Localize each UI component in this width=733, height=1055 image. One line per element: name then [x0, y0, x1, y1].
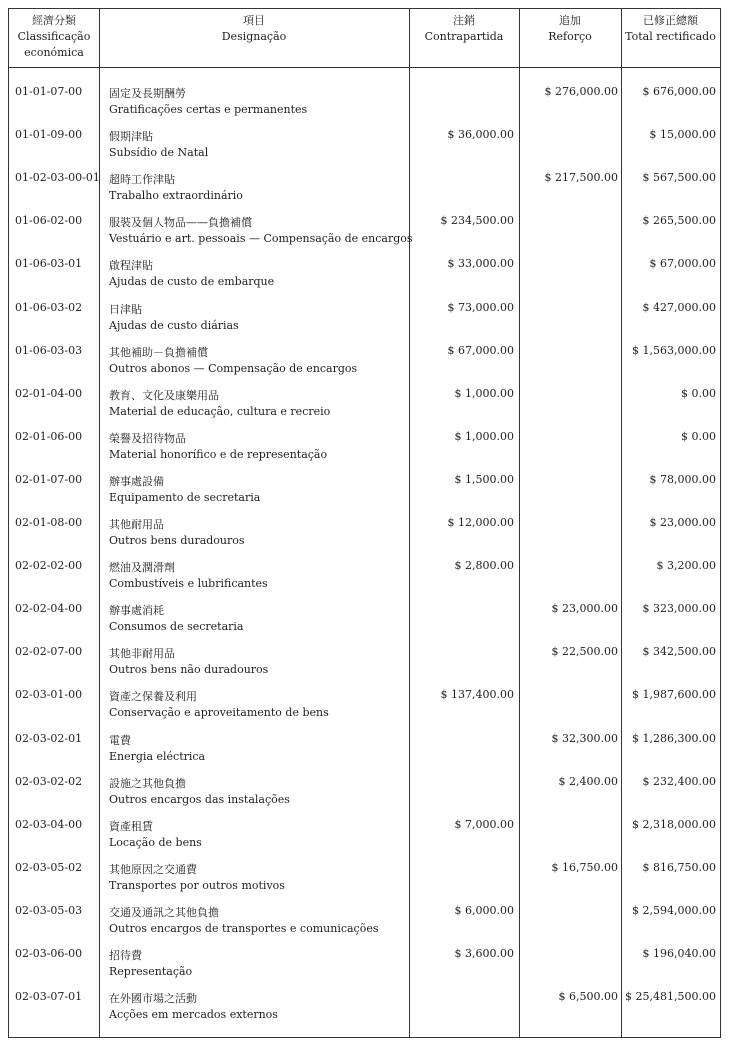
row-designation-pt: Outros bens duradouros	[109, 534, 245, 547]
row-contrapartida: $ 3,600.00	[454, 947, 514, 960]
row-contrapartida: $ 36,000.00	[447, 128, 514, 142]
row-total: $ 1,563,000.00	[632, 343, 716, 357]
table-row	[9, 947, 720, 990]
row-designation-pt: Subsídio de Natal	[109, 146, 209, 160]
row-designation-zh: 資產租賃	[109, 819, 153, 833]
row-total: $ 567,500.00	[642, 171, 716, 185]
table-row	[9, 688, 720, 731]
row-code: 01-06-02-00	[15, 214, 83, 228]
row-total: $ 265,500.00	[642, 214, 716, 228]
row-contrapartida: $ 1,500.00	[454, 472, 514, 486]
table-row	[9, 344, 720, 387]
row-total: $ 1,987,600.00	[632, 688, 716, 702]
row-designation-zh: 假期津貼	[109, 130, 153, 144]
row-total: $ 232,400.00	[642, 774, 716, 788]
header-contrapartida-pt: Contrapartida	[424, 30, 504, 43]
row-designation-pt: Vestuário e art. pessoais — Compensação de encargos	[109, 232, 413, 246]
table-row	[9, 732, 720, 775]
header-designation-zh: 項目	[243, 14, 265, 27]
row-designation-pt: Ajudas de custo diárias	[109, 318, 239, 332]
row-code: 02-03-01-00	[15, 688, 83, 702]
row-designation-zh: 固定及長期酬勞	[109, 87, 186, 100]
row-total: $ 323,000.00	[642, 602, 716, 616]
row-total: $ 676,000.00	[642, 85, 716, 98]
row-designation-pt: Locação de bens	[109, 835, 202, 849]
row-designation-zh: 超時工作津貼	[109, 173, 175, 187]
header-contrapartida	[409, 13, 519, 45]
header-designation-pt: Designação	[221, 30, 287, 43]
row-designation-zh: 其他非耐用品	[109, 647, 175, 661]
row-total: $ 2,594,000.00	[632, 903, 716, 917]
row-contrapartida: $ 67,000.00	[447, 343, 514, 357]
row-code: 02-01-04-00	[15, 386, 83, 400]
table-row	[9, 861, 720, 904]
row-contrapartida: $ 73,000.00	[447, 300, 514, 314]
table-row	[9, 904, 720, 947]
row-designation-zh: 在外國市場之活動	[109, 992, 197, 1006]
row-contrapartida: $ 234,500.00	[440, 214, 514, 228]
row-designation-zh: 設施之其他負擔	[109, 776, 186, 790]
row-designation-zh: 其他補助－負擔補償	[109, 345, 208, 359]
row-reforco: $ 16,750.00	[551, 860, 618, 874]
row-designation-pt: Representação	[109, 965, 193, 978]
row-code: 02-03-04-00	[15, 817, 83, 831]
table-row	[9, 645, 720, 688]
header-reforco-pt: Reforço	[548, 30, 592, 43]
header-classification-zh: 經濟分類	[32, 14, 76, 27]
row-reforco: $ 217,500.00	[544, 171, 618, 185]
table-row	[9, 559, 720, 602]
row-designation-zh: 啟程津貼	[109, 259, 153, 273]
table-row	[9, 171, 720, 214]
row-designation-pt: Outros encargos de transportes e comunicações	[109, 921, 379, 935]
row-code: 02-03-02-02	[15, 774, 83, 788]
row-code: 02-01-08-00	[15, 516, 83, 529]
row-code: 02-03-06-00	[15, 947, 83, 960]
row-total: $ 816,750.00	[642, 860, 716, 874]
header-classification	[9, 13, 99, 61]
row-designation-pt: Outros abonos — Compensação de encargos	[109, 361, 358, 375]
header-divider	[9, 67, 720, 68]
row-total: $ 427,000.00	[642, 300, 716, 314]
row-designation-pt: Consumos de secretaria	[109, 620, 244, 634]
row-contrapartida: $ 6,000.00	[454, 903, 514, 917]
row-designation-pt: Outros encargos das instalações	[109, 792, 290, 806]
header-total-pt: Total rectificado	[625, 30, 716, 43]
row-code: 01-02-03-00-01	[15, 171, 100, 185]
row-reforco: $ 2,400.00	[558, 774, 618, 788]
header-classification-pt2: económica	[24, 46, 84, 59]
row-code: 02-03-05-03	[15, 903, 83, 917]
row-code: 01-06-03-02	[15, 300, 83, 314]
row-total: $ 67,000.00	[649, 257, 716, 271]
row-designation-pt: Equipamento de secretaria	[109, 490, 261, 504]
row-code: 02-03-02-01	[15, 731, 83, 745]
row-designation-pt: Ajudas de custo de embarque	[109, 275, 275, 289]
row-designation-zh: 辦事處消耗	[109, 604, 164, 618]
row-designation-zh: 教育、文化及康樂用品	[109, 388, 219, 402]
row-contrapartida: $ 1,000.00	[454, 429, 514, 443]
row-contrapartida: $ 7,000.00	[454, 817, 514, 831]
table-row	[9, 602, 720, 645]
row-designation-zh: 其他耐用品	[109, 518, 164, 531]
row-total: $ 25,481,500.00	[625, 990, 716, 1004]
table-row	[9, 990, 720, 1033]
row-contrapartida: $ 12,000.00	[447, 516, 514, 529]
row-designation-zh: 其他原因之交通費	[109, 862, 197, 876]
row-code: 02-03-05-02	[15, 860, 83, 874]
row-designation-zh: 榮譽及招待物品	[109, 431, 186, 445]
row-reforco: $ 276,000.00	[544, 85, 618, 98]
row-designation-pt: Energia eléctrica	[109, 749, 206, 763]
table-row	[9, 257, 720, 300]
table-row	[9, 775, 720, 818]
row-designation-pt: Combustíveis e lubrificantes	[109, 577, 268, 591]
row-designation-pt: Material de educação, cultura e recreio	[109, 404, 331, 418]
row-code: 02-03-07-01	[15, 990, 83, 1004]
row-contrapartida: $ 1,000.00	[454, 386, 514, 400]
row-designation-pt: Gratificações certas e permanentes	[109, 103, 308, 116]
table-row	[9, 818, 720, 861]
row-designation-zh: 招待費	[109, 949, 142, 962]
row-contrapartida: $ 33,000.00	[447, 257, 514, 271]
header-total	[621, 13, 720, 45]
row-code: 02-02-02-00	[15, 559, 83, 573]
row-total: $ 196,040.00	[642, 947, 716, 960]
header-contrapartida-zh: 注銷	[453, 14, 475, 27]
row-designation-zh: 交通及通訊之其他負擔	[109, 905, 219, 919]
row-designation-pt: Acções em mercados externos	[109, 1008, 278, 1022]
row-code: 01-01-07-00	[15, 85, 83, 98]
row-code: 01-06-03-01	[15, 257, 83, 271]
row-designation-zh: 資產之保養及利用	[109, 690, 197, 704]
budget-table	[8, 8, 721, 1038]
row-total: $ 0.00	[681, 429, 716, 443]
row-designation-zh: 燃油及潤滑劑	[109, 561, 175, 575]
row-designation-pt: Conservação e aproveitamento de bens	[109, 706, 329, 720]
row-designation-zh: 辦事處設備	[109, 474, 164, 488]
table-row	[9, 516, 720, 559]
header-total-zh: 已修正總額	[643, 14, 698, 27]
header-classification-pt: Classificação	[17, 30, 91, 43]
row-total: $ 1,286,300.00	[632, 731, 716, 745]
header-reforco	[519, 13, 621, 45]
table-row	[9, 85, 720, 128]
table-row	[9, 301, 720, 344]
row-designation-zh: 日津貼	[109, 302, 142, 316]
row-total: $ 15,000.00	[649, 128, 716, 142]
row-reforco: $ 32,300.00	[551, 731, 618, 745]
row-total: $ 78,000.00	[649, 472, 716, 486]
row-contrapartida: $ 2,800.00	[454, 559, 514, 573]
table-row	[9, 128, 720, 171]
row-contrapartida: $ 137,400.00	[440, 688, 514, 702]
row-total: $ 23,000.00	[649, 516, 716, 529]
table-row	[9, 387, 720, 430]
row-designation-pt: Material honorífico e de representação	[109, 447, 328, 461]
row-code: 01-01-09-00	[15, 128, 83, 142]
row-reforco: $ 6,500.00	[558, 990, 618, 1004]
header-reforco-zh: 追加	[559, 14, 581, 27]
table-row	[9, 473, 720, 516]
row-total: $ 3,200.00	[656, 559, 716, 573]
table-row	[9, 214, 720, 257]
row-designation-pt: Transportes por outros motivos	[109, 878, 285, 892]
row-designation-zh: 服裝及個人物品——負擔補償	[109, 216, 252, 230]
row-code: 02-01-06-00	[15, 429, 83, 443]
row-reforco: $ 22,500.00	[551, 645, 618, 659]
row-reforco: $ 23,000.00	[551, 602, 618, 616]
row-total: $ 342,500.00	[642, 645, 716, 659]
row-code: 02-01-07-00	[15, 472, 83, 486]
row-total: $ 0.00	[681, 386, 716, 400]
header-designation	[99, 13, 409, 45]
row-designation-zh: 電費	[109, 733, 131, 747]
row-designation-pt: Outros bens não duradouros	[109, 663, 269, 677]
row-designation-pt: Trabalho extraordinário	[109, 189, 243, 203]
row-total: $ 2,318,000.00	[632, 817, 716, 831]
row-code: 01-06-03-03	[15, 343, 83, 357]
row-code: 02-02-04-00	[15, 602, 83, 616]
table-row	[9, 430, 720, 473]
row-code: 02-02-07-00	[15, 645, 83, 659]
